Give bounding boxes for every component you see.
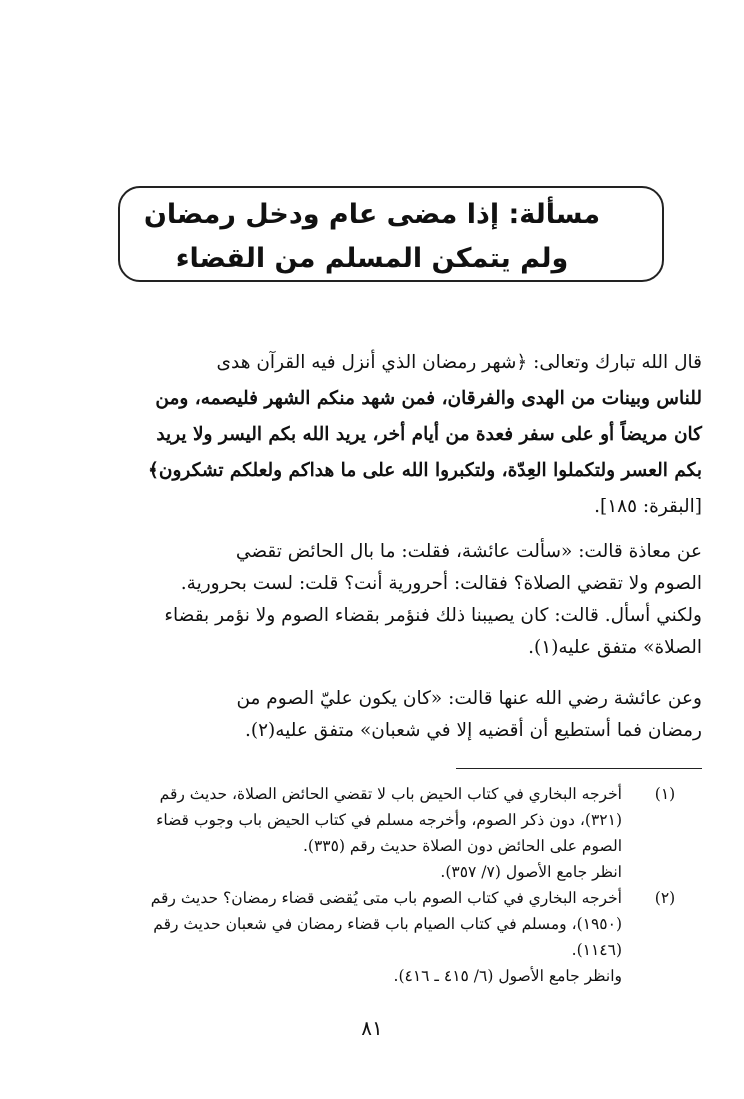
footnote-2-line: (١٩٥٠)، ومسلم في كتاب الصيام باب قضاء رمضان في شعبان حديث رقم [153, 915, 622, 933]
footnote-2-line: أخرجه البخاري في كتاب الصوم باب متى يُقضى قضاء رمضان؟ حديث رقم [150, 889, 622, 907]
footnote-2-line: (١١٤٦). [571, 941, 622, 959]
paragraph-2-line: عن معاذة قالت: «سألت عائشة، فقلت: ما بال الحائض تقضي [235, 541, 702, 562]
paragraph-1-line: بكم العسر ولتكملوا العِدّة، ولتكبروا الله على ما هداكم ولعلكم تشكرون﴾ [148, 460, 702, 481]
footnote-2-line: وانظر جامع الأصول (٦/ ٤١٥ ـ ٤١٦). [393, 967, 622, 985]
footnote-1-line: أخرجه البخاري في كتاب الحيض باب لا تقضي الحائض الصلاة، حديث رقم [159, 785, 622, 803]
page-number: ٨١ [361, 1016, 383, 1040]
paragraph-2-line: الصلاة» متفق عليه(١). [528, 637, 702, 658]
paragraph-3-line: رمضان فما أستطيع أن أقضيه إلا في شعبان» متفق عليه(٢). [244, 720, 702, 741]
paragraph-3-line: وعن عائشة رضي الله عنها قالت: «كان يكون عليّ الصوم من [236, 688, 702, 709]
paragraph-1-line: [البقرة: ١٨٥]. [594, 496, 702, 517]
footnote-1-line: الصوم على الحائض دون الصلاة حديث رقم (٣٣٥). [302, 837, 622, 855]
footnote-1-line: (٣٢١)، دون ذكر الصوم، وأخرجه مسلم في كتاب الحيض باب وجوب قضاء [156, 811, 622, 829]
page-title: مسألة: إذا مضى عام ودخل رمضان [143, 199, 601, 230]
footnote-divider [456, 768, 702, 769]
paragraph-1-line: كان مريضاً أو على سفر فعدة من أيام أخر، يريد الله بكم اليسر ولا يريد [156, 424, 702, 445]
page-subtitle: ولم يتمكن المسلم من القضاء [175, 243, 569, 274]
paragraph-2-line: الصوم ولا تقضي الصلاة؟ فقالت: أحرورية أنت؟ قلت: لست بحرورية. [180, 573, 702, 594]
paragraph-2-line: ولكني أسأل. قالت: كان يصيبنا ذلك فنؤمر بقضاء الصوم ولا نؤمر بقضاء [164, 605, 702, 626]
footnote-2-number: (٢) [654, 889, 676, 907]
footnote-1-line: انظر جامع الأصول (٧/ ٣٥٧). [440, 863, 622, 881]
paragraph-1-line: للناس وبينات من الهدى والفرقان، فمن شهد منكم الشهر فليصمه، ومن [155, 388, 702, 409]
paragraph-1-line: قال الله تبارك وتعالى: ﴿شهر رمضان الذي أنزل فيه القرآن هدى [216, 352, 702, 373]
footnote-1-number: (١) [654, 785, 676, 803]
